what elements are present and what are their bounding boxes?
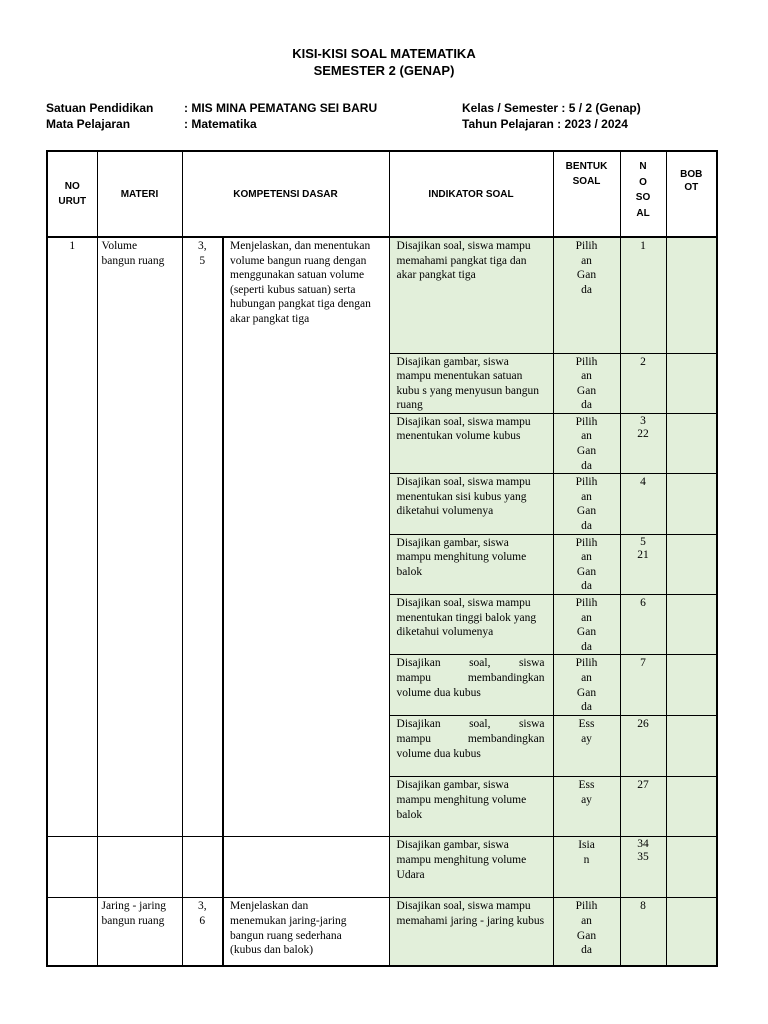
bentuk-soal-cell: Pilih an Gan da <box>553 595 620 655</box>
indikator-cell: Disajikan gambar, siswa mampu menghitung volume balok <box>389 777 553 837</box>
bentuk-soal-cell: Pilih an Gan da <box>553 534 620 594</box>
materi-cell <box>97 837 182 898</box>
kelas-semester: Kelas / Semester : 5 / 2 (Genap) <box>462 101 641 115</box>
bobot-cell <box>666 837 717 898</box>
table-row <box>47 898 717 966</box>
indikator-cell: Disajikan soal, siswa mampu membandingkan volume dua kubus <box>389 716 553 777</box>
kompetensi-dasar-cell: Menjelaskan, dan menentukan volume bangun ruang dengan menggunakan satuan volume (seperti kubus satuan) serta hubungan pangkat tiga dengan akar pangkat tiga <box>223 237 389 837</box>
no-urut-cell <box>47 898 97 966</box>
no-soal-cell: 26 <box>620 716 666 777</box>
header-indikator-soal: INDIKATOR SOAL <box>389 151 553 237</box>
bobot-cell <box>666 413 717 473</box>
table-row <box>47 837 717 898</box>
bentuk-soal-cell: Isia n <box>553 837 620 898</box>
document-title: KISI-KISI SOAL MATEMATIKA <box>292 46 476 61</box>
mata-pelajaran-label: Mata Pelajaran <box>46 117 131 131</box>
indikator-cell: Disajikan soal, siswa mampu membandingkan volume dua kubus <box>389 655 553 716</box>
bentuk-soal-cell: Pilih an Gan da <box>553 655 620 716</box>
header-kompetensi-dasar: KOMPETENSI DASAR <box>182 151 389 237</box>
kd-number-cell: 3, 5 <box>182 237 223 837</box>
bobot-cell <box>666 237 717 353</box>
no-soal-cell: 34 35 <box>620 837 666 898</box>
materi-cell: Jaring - jaring bangun ruang <box>97 898 182 966</box>
bobot-cell <box>666 777 717 837</box>
bentuk-soal-cell: Pilih an Gan da <box>553 474 620 534</box>
indikator-cell: Disajikan soal, siswa mampu menentukan sisi kubus yang diketahui volumenya <box>389 474 553 534</box>
bobot-cell <box>666 534 717 594</box>
bentuk-soal-cell: Ess ay <box>553 716 620 777</box>
no-soal-cell: 4 <box>620 474 666 534</box>
no-urut-cell <box>47 837 97 898</box>
no-soal-cell: 2 <box>620 353 666 413</box>
bobot-cell <box>666 474 717 534</box>
table-header-row <box>47 151 717 237</box>
bentuk-soal-cell: Ess ay <box>553 777 620 837</box>
bobot-cell <box>666 898 717 966</box>
kompetensi-dasar-cell <box>223 837 389 898</box>
no-soal-cell: 8 <box>620 898 666 966</box>
no-soal-cell: 6 <box>620 595 666 655</box>
header-bentuk-soal: BENTUK SOAL <box>553 151 620 237</box>
indikator-cell: Disajikan gambar, siswa mampu menghitung volume balok <box>389 534 553 594</box>
header-no-soal: N O SO AL <box>620 151 666 237</box>
no-soal-cell: 1 <box>620 237 666 353</box>
bobot-cell <box>666 353 717 413</box>
kompetensi-dasar-cell: Menjelaskan dan menemukan jaring-jaring bangun ruang sederhana (kubus dan balok) <box>223 898 389 966</box>
satuan-pendidikan-label: Satuan Pendidikan <box>46 101 154 115</box>
indikator-cell: Disajikan soal, siswa mampu menentukan volume kubus <box>389 413 553 473</box>
kd-number-cell: 3, 6 <box>182 898 223 966</box>
no-soal-cell: 3 22 <box>620 413 666 473</box>
document-subtitle: SEMESTER 2 (GENAP) <box>313 63 455 78</box>
materi-cell: Volume bangun ruang <box>97 237 182 837</box>
bobot-cell <box>666 655 717 716</box>
header-no-urut: NO URUT <box>47 151 97 237</box>
no-soal-cell: 5 21 <box>620 534 666 594</box>
bentuk-soal-cell: Pilih an Gan da <box>553 413 620 473</box>
kisi-kisi-table <box>46 150 718 967</box>
indikator-cell: Disajikan soal, siswa mampu memahami pangkat tiga dan akar pangkat tiga <box>389 237 553 353</box>
bobot-cell <box>666 716 717 777</box>
no-soal-cell: 27 <box>620 777 666 837</box>
bentuk-soal-cell: Pilih an Gan da <box>553 898 620 966</box>
mata-pelajaran-value: : Matematika <box>184 117 257 131</box>
indikator-cell: Disajikan soal, siswa mampu memahami jaring - jaring kubus <box>389 898 553 966</box>
indikator-cell: Disajikan gambar, siswa mampu menentukan satuan kubu s yang menyusun bangun ruang <box>389 353 553 413</box>
table-row <box>47 237 717 353</box>
bentuk-soal-cell: Pilih an Gan da <box>553 237 620 353</box>
bentuk-soal-cell: Pilih an Gan da <box>553 353 620 413</box>
kd-number-cell <box>182 837 223 898</box>
indikator-cell: Disajikan gambar, siswa mampu menghitung volume Udara <box>389 837 553 898</box>
indikator-cell: Disajikan soal, siswa mampu menentukan tinggi balok yang diketahui volumenya <box>389 595 553 655</box>
tahun-pelajaran: Tahun Pelajaran : 2023 / 2024 <box>462 117 628 131</box>
satuan-pendidikan-value: : MIS MINA PEMATANG SEI BARU <box>184 101 378 115</box>
header-bobot: BOB OT <box>666 151 717 237</box>
bobot-cell <box>666 595 717 655</box>
no-soal-cell: 7 <box>620 655 666 716</box>
header-materi: MATERI <box>97 151 182 237</box>
no-urut-cell: 1 <box>47 237 97 837</box>
